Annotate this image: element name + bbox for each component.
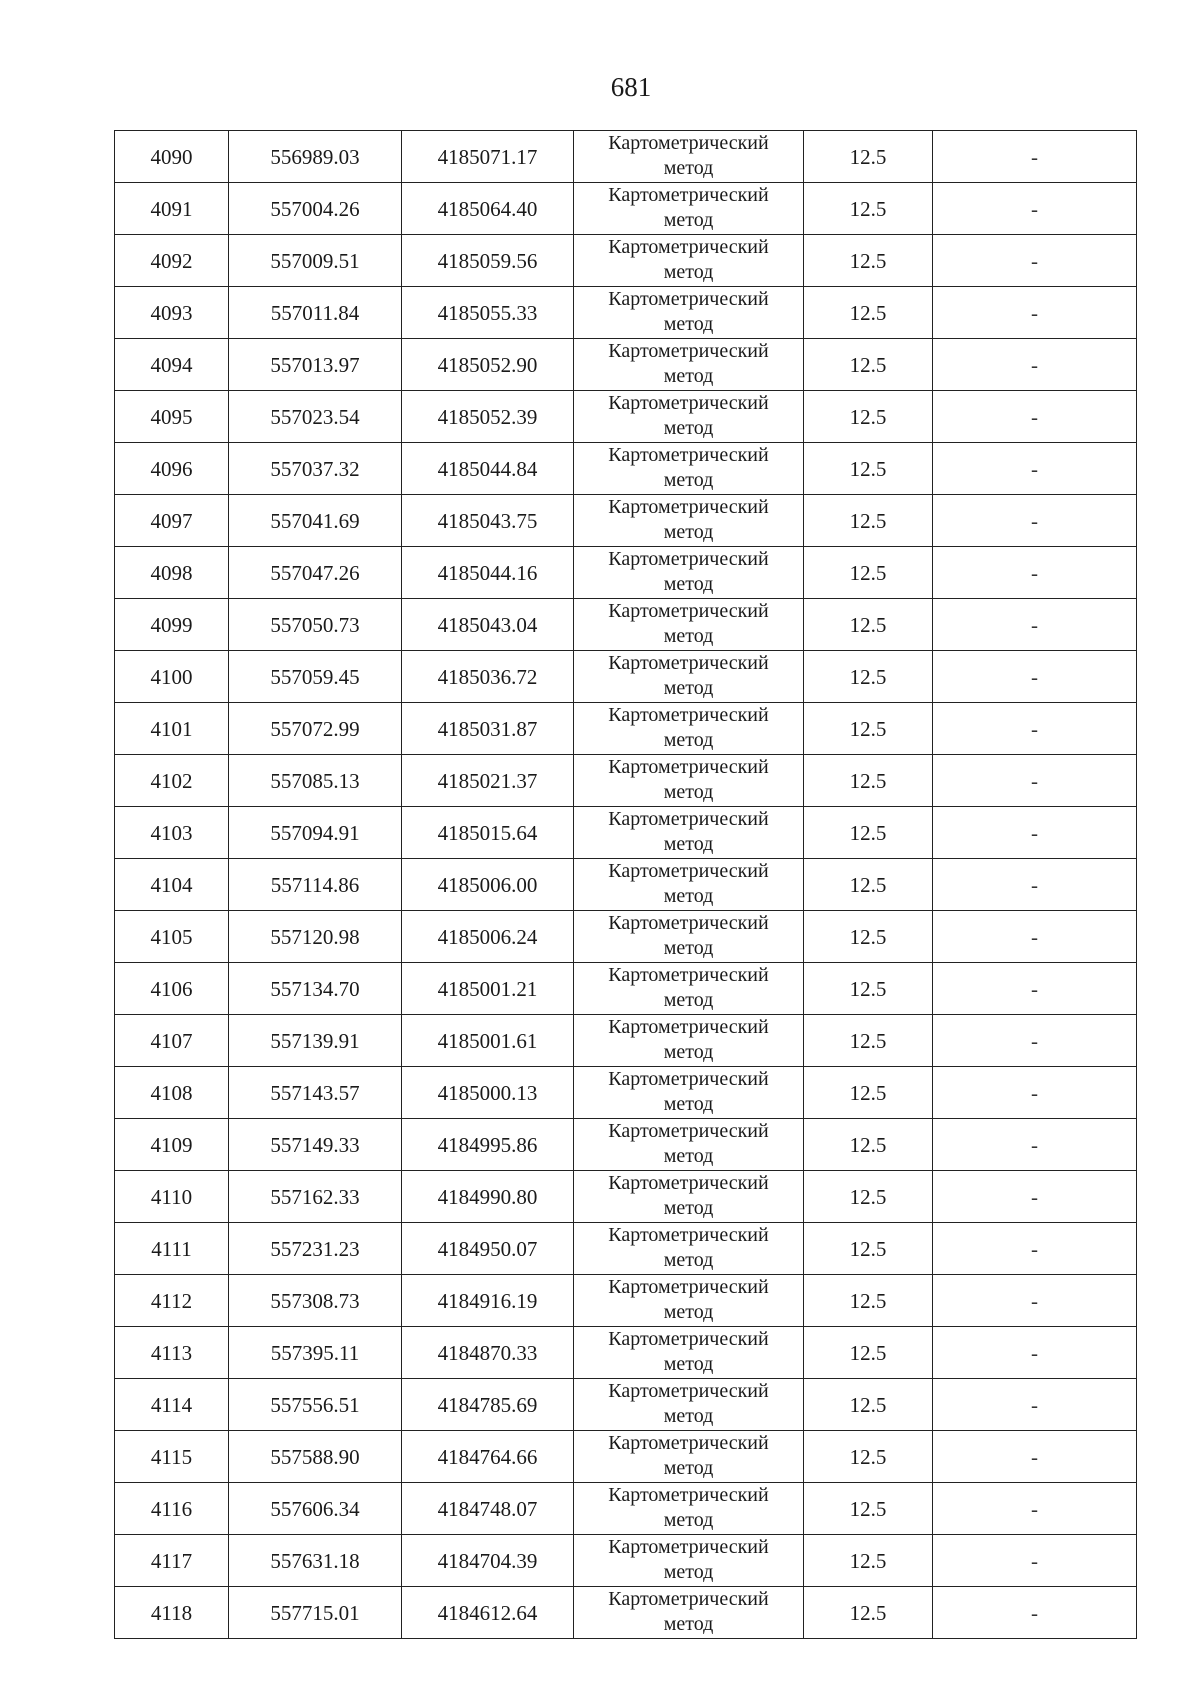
x-coordinate-cell: 557085.13	[229, 755, 402, 807]
accuracy-cell: 12.5	[804, 859, 933, 911]
point-number-cell: 4109	[115, 1119, 229, 1171]
accuracy-cell: 12.5	[804, 911, 933, 963]
method-line-1: Картометрический	[608, 652, 769, 674]
method-line-1: Картометрический	[608, 132, 769, 154]
method-line-1: Картометрический	[608, 496, 769, 518]
table-row	[115, 859, 1137, 911]
table-row	[115, 1223, 1137, 1275]
x-coordinate-cell: 556989.03	[229, 131, 402, 183]
method-line-2: метод	[663, 1561, 714, 1583]
method-line-1: Картометрический	[608, 964, 769, 986]
note-cell: -	[933, 859, 1137, 911]
method-cell	[574, 495, 804, 547]
method-cell	[574, 547, 804, 599]
method-cell	[574, 651, 804, 703]
method-line-2: метод	[663, 1249, 714, 1271]
method-line-2: метод	[663, 1041, 714, 1063]
method-cell	[574, 1431, 804, 1483]
accuracy-cell: 12.5	[804, 755, 933, 807]
table-row	[115, 339, 1137, 391]
table-row	[115, 755, 1137, 807]
accuracy-cell: 12.5	[804, 131, 933, 183]
y-coordinate-cell: 4185044.84	[402, 443, 574, 495]
y-coordinate-cell: 4184950.07	[402, 1223, 574, 1275]
method-line-1: Картометрический	[608, 1484, 769, 1506]
method-cell	[574, 131, 804, 183]
accuracy-cell: 12.5	[804, 1379, 933, 1431]
note-cell: -	[933, 339, 1137, 391]
table-row	[115, 183, 1137, 235]
x-coordinate-cell: 557715.01	[229, 1587, 402, 1639]
table-row	[115, 547, 1137, 599]
y-coordinate-cell: 4185036.72	[402, 651, 574, 703]
point-number-cell: 4094	[115, 339, 229, 391]
note-cell: -	[933, 755, 1137, 807]
table-row	[115, 1327, 1137, 1379]
x-coordinate-cell: 557606.34	[229, 1483, 402, 1535]
note-cell: -	[933, 1535, 1137, 1587]
table-row	[115, 599, 1137, 651]
point-number-cell: 4107	[115, 1015, 229, 1067]
coordinates-table	[114, 130, 1137, 1639]
point-number-cell: 4099	[115, 599, 229, 651]
method-line-2: метод	[663, 781, 714, 803]
table-body	[115, 131, 1137, 1639]
point-number-cell: 4096	[115, 443, 229, 495]
point-number-cell: 4118	[115, 1587, 229, 1639]
note-cell: -	[933, 547, 1137, 599]
x-coordinate-cell: 557556.51	[229, 1379, 402, 1431]
y-coordinate-cell: 4185044.16	[402, 547, 574, 599]
x-coordinate-cell: 557023.54	[229, 391, 402, 443]
note-cell: -	[933, 287, 1137, 339]
x-coordinate-cell: 557047.26	[229, 547, 402, 599]
x-coordinate-cell: 557149.33	[229, 1119, 402, 1171]
table-row	[115, 703, 1137, 755]
method-line-2: метод	[663, 625, 714, 647]
method-line-2: метод	[663, 1405, 714, 1427]
y-coordinate-cell: 4185059.56	[402, 235, 574, 287]
method-line-1: Картометрический	[608, 912, 769, 934]
accuracy-cell: 12.5	[804, 1275, 933, 1327]
x-coordinate-cell: 557011.84	[229, 287, 402, 339]
x-coordinate-cell: 557114.86	[229, 859, 402, 911]
y-coordinate-cell: 4185031.87	[402, 703, 574, 755]
method-line-2: метод	[663, 1509, 714, 1531]
method-cell	[574, 859, 804, 911]
note-cell: -	[933, 651, 1137, 703]
y-coordinate-cell: 4185001.21	[402, 963, 574, 1015]
table-row	[115, 1535, 1137, 1587]
point-number-cell: 4102	[115, 755, 229, 807]
accuracy-cell: 12.5	[804, 599, 933, 651]
y-coordinate-cell: 4184764.66	[402, 1431, 574, 1483]
method-line-2: метод	[663, 989, 714, 1011]
method-line-1: Картометрический	[608, 444, 769, 466]
x-coordinate-cell: 557162.33	[229, 1171, 402, 1223]
point-number-cell: 4111	[115, 1223, 229, 1275]
x-coordinate-cell: 557094.91	[229, 807, 402, 859]
point-number-cell: 4113	[115, 1327, 229, 1379]
x-coordinate-cell: 557004.26	[229, 183, 402, 235]
table-row	[115, 131, 1137, 183]
note-cell: -	[933, 495, 1137, 547]
table-row	[115, 1483, 1137, 1535]
method-line-2: метод	[663, 417, 714, 439]
note-cell: -	[933, 599, 1137, 651]
method-cell	[574, 1223, 804, 1275]
method-line-1: Картометрический	[608, 704, 769, 726]
x-coordinate-cell: 557120.98	[229, 911, 402, 963]
accuracy-cell: 12.5	[804, 963, 933, 1015]
table-row	[115, 287, 1137, 339]
x-coordinate-cell: 557139.91	[229, 1015, 402, 1067]
method-line-2: метод	[663, 261, 714, 283]
table-row	[115, 443, 1137, 495]
point-number-cell: 4114	[115, 1379, 229, 1431]
method-line-1: Картометрический	[608, 1172, 769, 1194]
note-cell: -	[933, 1431, 1137, 1483]
note-cell: -	[933, 1171, 1137, 1223]
note-cell: -	[933, 1067, 1137, 1119]
note-cell: -	[933, 1223, 1137, 1275]
accuracy-cell: 12.5	[804, 443, 933, 495]
point-number-cell: 4093	[115, 287, 229, 339]
note-cell: -	[933, 443, 1137, 495]
method-cell	[574, 339, 804, 391]
point-number-cell: 4112	[115, 1275, 229, 1327]
accuracy-cell: 12.5	[804, 1587, 933, 1639]
note-cell: -	[933, 131, 1137, 183]
point-number-cell: 4090	[115, 131, 229, 183]
method-line-2: метод	[663, 833, 714, 855]
point-number-cell: 4117	[115, 1535, 229, 1587]
accuracy-cell: 12.5	[804, 703, 933, 755]
point-number-cell: 4098	[115, 547, 229, 599]
accuracy-cell: 12.5	[804, 339, 933, 391]
point-number-cell: 4115	[115, 1431, 229, 1483]
table-row	[115, 1587, 1137, 1639]
x-coordinate-cell: 557231.23	[229, 1223, 402, 1275]
accuracy-cell: 12.5	[804, 1327, 933, 1379]
table-row	[115, 235, 1137, 287]
method-cell	[574, 1379, 804, 1431]
y-coordinate-cell: 4184785.69	[402, 1379, 574, 1431]
accuracy-cell: 12.5	[804, 1067, 933, 1119]
accuracy-cell: 12.5	[804, 391, 933, 443]
method-line-2: метод	[663, 365, 714, 387]
method-cell	[574, 703, 804, 755]
method-line-1: Картометрический	[608, 1328, 769, 1350]
method-line-2: метод	[663, 313, 714, 335]
method-line-2: метод	[663, 937, 714, 959]
method-line-2: метод	[663, 1301, 714, 1323]
accuracy-cell: 12.5	[804, 547, 933, 599]
table-row	[115, 807, 1137, 859]
method-cell	[574, 1483, 804, 1535]
method-line-1: Картометрический	[608, 236, 769, 258]
x-coordinate-cell: 557308.73	[229, 1275, 402, 1327]
method-line-1: Картометрический	[608, 340, 769, 362]
method-cell	[574, 1327, 804, 1379]
method-line-2: метод	[663, 1457, 714, 1479]
accuracy-cell: 12.5	[804, 1119, 933, 1171]
method-line-1: Картометрический	[608, 548, 769, 570]
point-number-cell: 4101	[115, 703, 229, 755]
table-row	[115, 963, 1137, 1015]
method-line-1: Картометрический	[608, 1380, 769, 1402]
method-line-1: Картометрический	[608, 1120, 769, 1142]
y-coordinate-cell: 4185064.40	[402, 183, 574, 235]
method-line-1: Картометрический	[608, 808, 769, 830]
method-line-1: Картометрический	[608, 392, 769, 414]
accuracy-cell: 12.5	[804, 495, 933, 547]
point-number-cell: 4095	[115, 391, 229, 443]
y-coordinate-cell: 4185043.04	[402, 599, 574, 651]
method-line-2: метод	[663, 521, 714, 543]
method-line-1: Картометрический	[608, 600, 769, 622]
y-coordinate-cell: 4185001.61	[402, 1015, 574, 1067]
method-line-2: метод	[663, 1613, 714, 1635]
method-cell	[574, 1171, 804, 1223]
note-cell: -	[933, 391, 1137, 443]
method-cell	[574, 443, 804, 495]
note-cell: -	[933, 183, 1137, 235]
accuracy-cell: 12.5	[804, 235, 933, 287]
method-line-1: Картометрический	[608, 1016, 769, 1038]
point-number-cell: 4106	[115, 963, 229, 1015]
method-line-2: метод	[663, 209, 714, 231]
note-cell: -	[933, 911, 1137, 963]
accuracy-cell: 12.5	[804, 1483, 933, 1535]
point-number-cell: 4103	[115, 807, 229, 859]
table-row	[115, 1015, 1137, 1067]
y-coordinate-cell: 4185052.90	[402, 339, 574, 391]
method-line-2: метод	[663, 1197, 714, 1219]
page-number: 681	[610, 72, 652, 102]
method-line-2: метод	[663, 1353, 714, 1375]
y-coordinate-cell: 4184748.07	[402, 1483, 574, 1535]
table-row	[115, 1171, 1137, 1223]
method-cell	[574, 1067, 804, 1119]
method-cell	[574, 1275, 804, 1327]
note-cell: -	[933, 1275, 1137, 1327]
accuracy-cell: 12.5	[804, 1171, 933, 1223]
x-coordinate-cell: 557009.51	[229, 235, 402, 287]
note-cell: -	[933, 1015, 1137, 1067]
point-number-cell: 4108	[115, 1067, 229, 1119]
y-coordinate-cell: 4185071.17	[402, 131, 574, 183]
method-line-2: метод	[663, 677, 714, 699]
y-coordinate-cell: 4185006.24	[402, 911, 574, 963]
x-coordinate-cell: 557013.97	[229, 339, 402, 391]
x-coordinate-cell: 557072.99	[229, 703, 402, 755]
x-coordinate-cell: 557134.70	[229, 963, 402, 1015]
accuracy-cell: 12.5	[804, 1431, 933, 1483]
method-cell	[574, 911, 804, 963]
point-number-cell: 4104	[115, 859, 229, 911]
method-cell	[574, 1119, 804, 1171]
note-cell: -	[933, 807, 1137, 859]
point-number-cell: 4110	[115, 1171, 229, 1223]
y-coordinate-cell: 4184995.86	[402, 1119, 574, 1171]
y-coordinate-cell: 4185052.39	[402, 391, 574, 443]
x-coordinate-cell: 557395.11	[229, 1327, 402, 1379]
y-coordinate-cell: 4184916.19	[402, 1275, 574, 1327]
x-coordinate-cell: 557037.32	[229, 443, 402, 495]
y-coordinate-cell: 4184704.39	[402, 1535, 574, 1587]
table-row	[115, 1379, 1137, 1431]
table-row	[115, 391, 1137, 443]
accuracy-cell: 12.5	[804, 651, 933, 703]
note-cell: -	[933, 1587, 1137, 1639]
x-coordinate-cell: 557631.18	[229, 1535, 402, 1587]
table-row	[115, 651, 1137, 703]
method-line-2: метод	[663, 469, 714, 491]
point-number-cell: 4105	[115, 911, 229, 963]
note-cell: -	[933, 1379, 1137, 1431]
method-line-2: метод	[663, 573, 714, 595]
accuracy-cell: 12.5	[804, 287, 933, 339]
method-line-1: Картометрический	[608, 288, 769, 310]
method-line-2: метод	[663, 1145, 714, 1167]
method-cell	[574, 1587, 804, 1639]
y-coordinate-cell: 4184870.33	[402, 1327, 574, 1379]
accuracy-cell: 12.5	[804, 807, 933, 859]
method-line-1: Картометрический	[608, 860, 769, 882]
y-coordinate-cell: 4185021.37	[402, 755, 574, 807]
method-line-1: Картометрический	[608, 756, 769, 778]
x-coordinate-cell: 557059.45	[229, 651, 402, 703]
x-coordinate-cell: 557050.73	[229, 599, 402, 651]
y-coordinate-cell: 4185000.13	[402, 1067, 574, 1119]
y-coordinate-cell: 4184612.64	[402, 1587, 574, 1639]
y-coordinate-cell: 4185043.75	[402, 495, 574, 547]
note-cell: -	[933, 1327, 1137, 1379]
method-cell	[574, 391, 804, 443]
note-cell: -	[933, 235, 1137, 287]
method-cell	[574, 755, 804, 807]
method-line-1: Картометрический	[608, 1588, 769, 1610]
method-cell	[574, 235, 804, 287]
table-row	[115, 1431, 1137, 1483]
x-coordinate-cell: 557041.69	[229, 495, 402, 547]
y-coordinate-cell: 4185006.00	[402, 859, 574, 911]
method-line-1: Картометрический	[608, 1068, 769, 1090]
method-line-2: метод	[663, 157, 714, 179]
method-line-2: метод	[663, 885, 714, 907]
x-coordinate-cell: 557588.90	[229, 1431, 402, 1483]
method-line-1: Картометрический	[608, 1432, 769, 1454]
accuracy-cell: 12.5	[804, 1535, 933, 1587]
method-cell	[574, 807, 804, 859]
table-row	[115, 911, 1137, 963]
method-cell	[574, 599, 804, 651]
note-cell: -	[933, 1483, 1137, 1535]
method-line-2: метод	[663, 729, 714, 751]
point-number-cell: 4092	[115, 235, 229, 287]
method-cell	[574, 1535, 804, 1587]
point-number-cell: 4091	[115, 183, 229, 235]
table-row	[115, 1275, 1137, 1327]
note-cell: -	[933, 1119, 1137, 1171]
x-coordinate-cell: 557143.57	[229, 1067, 402, 1119]
table-row	[115, 1119, 1137, 1171]
y-coordinate-cell: 4185015.64	[402, 807, 574, 859]
accuracy-cell: 12.5	[804, 183, 933, 235]
method-cell	[574, 183, 804, 235]
y-coordinate-cell: 4185055.33	[402, 287, 574, 339]
note-cell: -	[933, 703, 1137, 755]
method-line-1: Картометрический	[608, 1276, 769, 1298]
method-line-1: Картометрический	[608, 1536, 769, 1558]
point-number-cell: 4116	[115, 1483, 229, 1535]
point-number-cell: 4100	[115, 651, 229, 703]
accuracy-cell: 12.5	[804, 1015, 933, 1067]
table-row	[115, 495, 1137, 547]
table-row	[115, 1067, 1137, 1119]
y-coordinate-cell: 4184990.80	[402, 1171, 574, 1223]
point-number-cell: 4097	[115, 495, 229, 547]
accuracy-cell: 12.5	[804, 1223, 933, 1275]
method-line-2: метод	[663, 1093, 714, 1115]
method-cell	[574, 287, 804, 339]
method-line-1: Картометрический	[608, 1224, 769, 1246]
method-line-1: Картометрический	[608, 184, 769, 206]
method-cell	[574, 1015, 804, 1067]
method-cell	[574, 963, 804, 1015]
note-cell: -	[933, 963, 1137, 1015]
